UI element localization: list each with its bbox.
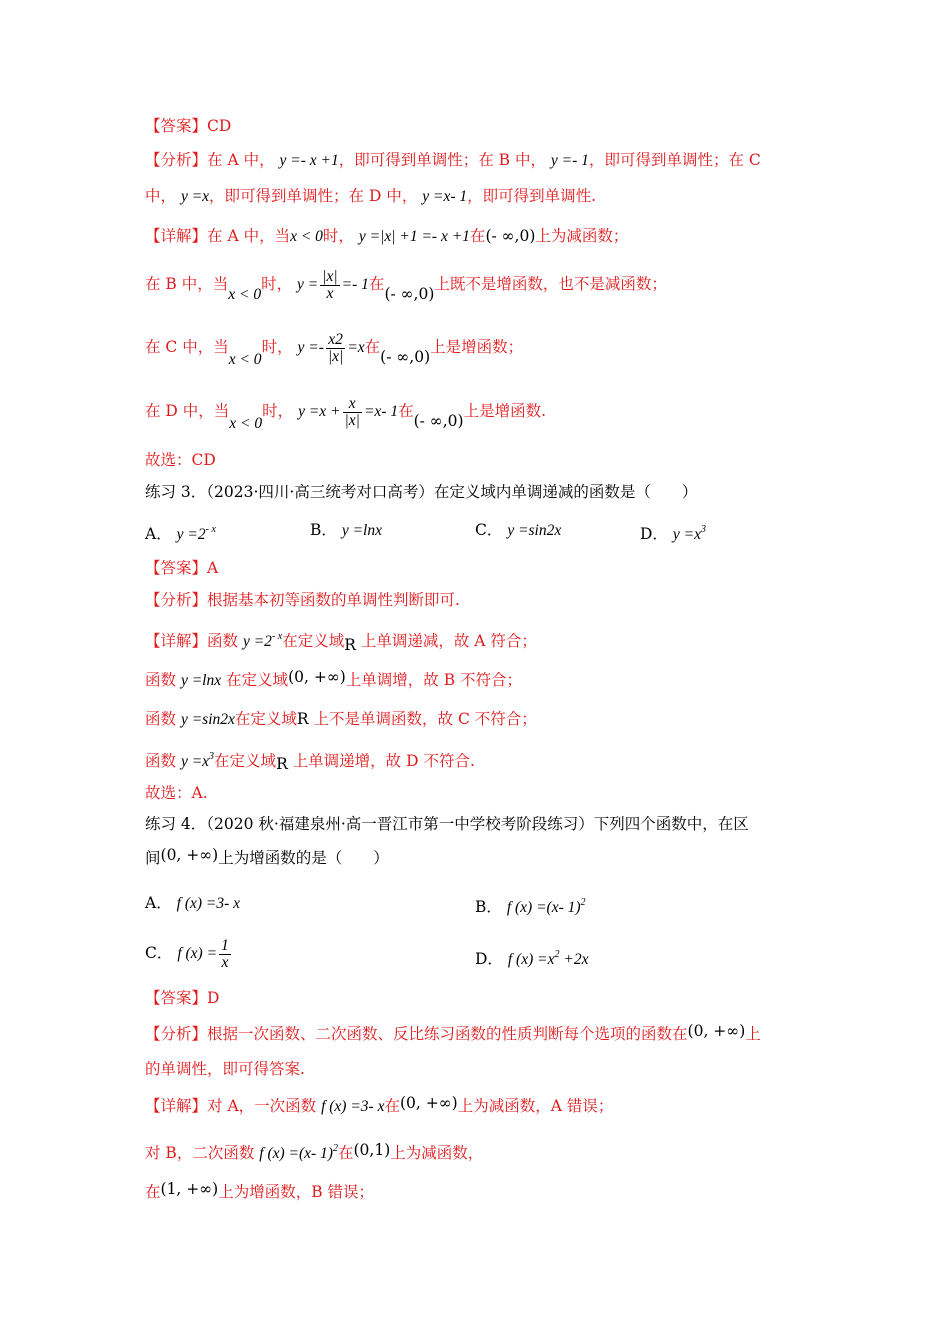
q4-analysis-line-2: 的单调性，即可得答案. [145,1060,305,1078]
q3-detail-3: 函数 y =sin2x在定义域R 上不是单调函数，故 C 不符合； [145,710,537,728]
q3-detail-1: 【详解】函数 $y =2^{- x}$在定义域R 上单调递减，故 A 符合； [145,631,537,654]
q4-stem-line-2: 间(0, +∞)上为增函数的是（ ） [145,846,389,867]
q3-option-d: D． $y =x^3$ [640,524,706,543]
fraction: $\frac{x}{|x|}$ [344,394,360,429]
math-expr: y =x- 1 [422,188,468,205]
q3-choose: 故选：A. [145,784,208,802]
math-expr: y =x [180,188,210,205]
q4-detail-1: 【详解】对 A，一次函数 f (x) =3- x在(0, +∞)上为减函数，A 错误； [145,1094,614,1115]
detail-label: 【详解】 [145,227,208,245]
q3-answer-line: 【答案】A [145,559,219,577]
q2-detail-b: 在 B 中，当x < 0时， y = $\frac{|x|}{x}$ =- 1在(- ∞,0)上既不是增函数，也不是减函数； [145,267,667,303]
q4-detail-3: 在(1, +∞)上为增函数，B 错误； [145,1180,375,1201]
q2-detail-d: 在 D 中，当x < 0时， y =x + $\frac{x}{|x|}$ =x- 1在(- ∞,0)上是增函数. [145,394,546,432]
q3-option-c: C． y =sin2x [475,521,562,539]
fraction: $\frac{1}{x}$ [221,936,229,971]
q3-detail-2: 函数 y =lnx 在定义域(0, +∞)上单调增，故 B 不符合； [145,668,523,689]
q4-detail-2: 对 B，二次函数 f (x) =(x- 1)$^2$在(0,1)上为减函数， [145,1141,484,1162]
q2-detail-c: 在 C 中，当x < 0时， y =- $\frac{x2}{|x|}$ =x在(- ∞,0)上是增函数； [145,330,524,368]
q4-analysis-line-1: 【分析】根据一次函数、二次函数、反比练习函数的性质判断每个选项的函数在(0, +∞)上 [145,1022,761,1043]
q4-option-d: D． f $(x) =x^2 +2x$ [475,949,589,968]
fraction: $\frac{|x|}{x}$ [322,267,338,302]
q3-option-b: B． y =lnx [310,521,382,539]
q4-option-a: A． f (x) =3- x [145,894,241,912]
fraction: $\frac{x2}{|x|}$ [327,330,344,365]
answer-label: 【答案】 [145,117,208,135]
q4-option-b: B． f (x) =(x- 1)$^2$ [475,897,586,916]
q4-option-c: C． f (x) = $\frac{1}{x}$ [145,936,229,971]
q3-analysis-line: 【分析】根据基本初等函数的单调性判断即可. [145,591,460,609]
analysis-label: 【分析】 [145,151,208,169]
q4-answer-line: 【答案】D [145,989,220,1007]
q2-detail-a: 【详解】在 A 中，当x < 0时， y =|x| +1 =- x +1在(- ∞,0)上为减函数； [145,227,629,245]
q2-choose: 故选：CD [145,451,216,469]
q2-analysis-line-1: 【分析】在 A 中， y =- x +1，即可得到单调性；在 B 中， y =- 1，即可得到单调性；在 C [145,151,761,169]
q2-analysis-line-2: 中， y =x，即可得到单调性；在 D 中， y =x- 1，即可得到单调性. [145,187,597,205]
math-expr: y =- 1 [550,152,589,169]
answer-value: CD [207,117,232,135]
q3-option-a: A． $y =2^{- x}$ [145,524,216,543]
math-expr: y =- x +1 [279,152,339,169]
q4-stem-line-1: 练习 4．（2020 秋·福建泉州·高一晋江市第一中学校考阶段练习）下列四个函数中，在区 [145,815,749,833]
q2-answer-line [145,116,231,136]
q3-detail-4: 函数 $y =x^3$在定义域R 上单调递增，故 D 不符合. [145,751,475,773]
q3-stem: 练习 3．（2023·四川·高三统考对口高考）在定义域内单调递减的函数是（ ） [145,483,698,501]
